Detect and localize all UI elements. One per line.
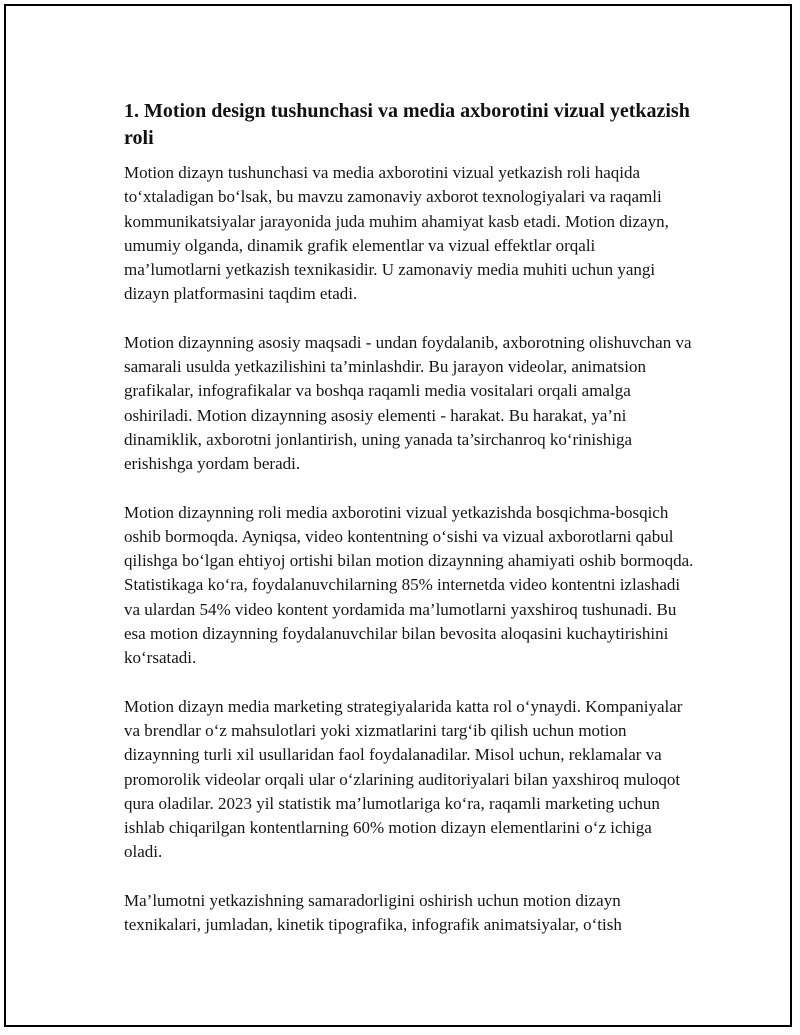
paragraph-4: Motion dizayn media marketing strategiyalarida katta rol o‘ynaydi. Kompaniyalar va brendlar o‘z mahsulotlari yoki xizmatlarini targ‘ib qilish uchun motion dizaynning turli xil usullaridan faol foydalanadilar. Misol uchun, reklamalar va promorolik videolar orqali ular o‘zlarining auditoriyalari bilan yaxshiroq muloqot qura oladilar. 2023 yil statistik ma’lumotlariga ko‘ra, raqamli marketing uchun ishlab chiqarilgan kontentlarning 60% motion dizayn elementlarini o‘z ichiga oladi. [124, 696, 683, 862]
paragraph-5: Ma’lumotni yetkazishning samaradorligini oshirish uchun motion dizayn texnikalari, jumladan, kinetik tipografika, infografik animatsiyalar, o‘tish [124, 890, 622, 935]
paragraph-1: Motion dizayn tushunchasi va media axborotini vizual yetkazish roli haqida to‘xtaladigan bo‘lsak, bu mavzu zamonaviy axborot texnologiyalari va raqamli kommunikatsiyalar jarayonida juda muhim ahamiyat kasb etadi. Motion dizayn, umumiy olganda, dinamik grafik elementlar va vizual effektlar orqali ma’lumotlarni yetkazish texnikasidir. U zamonaviy media muhiti uchun yangi dizayn platformasini taqdim etadi. [124, 163, 669, 304]
paragraph-2: Motion dizaynning asosiy maqsadi - undan foydalanib, axborotning olishuvchan va samarali usulda yetkazilishini ta’minlashdir. Bu jarayon videolar, animatsion grafikalar, infografikalar va boshqa raqamli media vositalari orqali amalga oshiriladi. Motion dizaynning asosiy elementi - harakat. Bu harakat, ya’ni dinamiklik, axborotni jonlantirish, uning yanada ta’sirchanroq ko‘rinishiga erishishga yordam beradi. [124, 332, 692, 474]
document-body [124, 98, 694, 961]
paragraph-3: Motion dizaynning roli media axborotini vizual yetkazishda bosqichma-bosqich oshib bormoqda. Ayniqsa, video kontentning o‘sishi va vizual axborotlarni qabul qilishga bo‘lgan ehtiyoj ortishi bilan motion dizaynning ahamiyati oshib bormoqda. Statistikaga ko‘ra, foydalanuvchilarning 85% internetda video kontentni izlashadi va ulardan 54% video kontent yordamida ma’lumotlarni yaxshiroq tushunadi. Bu esa motion dizaynning foydalanuvchilar bilan bevosita aloqasini kuchaytirishini ko‘rsatadi. [124, 502, 694, 668]
page-frame [4, 4, 792, 1027]
section-title: 1. Motion design tushunchasi va media axborotini vizual yetkazish roli [124, 100, 690, 149]
